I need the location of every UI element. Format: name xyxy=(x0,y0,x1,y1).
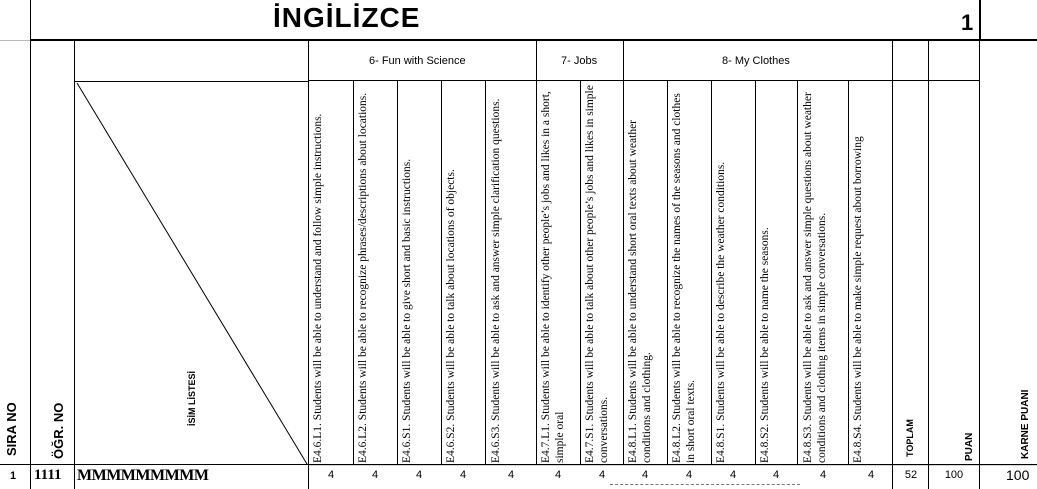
student-name-cell[interactable] xyxy=(74,464,309,489)
objective-header-7[interactable] xyxy=(580,80,624,465)
objective-text: E4.7.S1. Students will be able to talk about other people’s jobs and likes in simple conversations. xyxy=(584,85,610,463)
objective-header-13[interactable] xyxy=(848,80,893,465)
objective-text: E4.6.S3. Students will be able to ask and answer simple clarification questions. xyxy=(490,98,502,463)
toplam-header[interactable] xyxy=(892,80,929,465)
table-row[interactable] xyxy=(0,464,31,489)
sira-no-label: SIRA NO xyxy=(4,402,19,456)
toplam-top-cell[interactable] xyxy=(892,40,929,81)
objective-text: E4.6.L2. Students will be able to recognize phrases/descriptions about locations. xyxy=(357,92,369,463)
objective-header-2[interactable] xyxy=(353,80,398,465)
sira-value: 1 xyxy=(10,470,17,482)
objective-header-11[interactable] xyxy=(755,80,798,465)
objective-text: E4.8.L2. Students will be able to recognize the names of the seasons and clothes in short oral texts. xyxy=(671,93,697,463)
puan-value[interactable]: 100 xyxy=(944,469,964,481)
unit-header-my-clothes[interactable] xyxy=(623,40,893,81)
objective-header-3[interactable] xyxy=(397,80,442,465)
objective-text: E4.6.L1. Students will be able to understand and follow simple instructions. xyxy=(312,113,324,463)
objective-header-1[interactable] xyxy=(308,80,354,465)
objective-header-8[interactable] xyxy=(623,80,668,465)
objective-text: E4.8.S4. Students will be able to make simple request about borrowing xyxy=(852,136,864,463)
objective-text: E4.8.S3. Students will be able to ask and answer simple questions about weather conditions and clothing items in simple conversations. xyxy=(802,92,828,463)
page-break-line xyxy=(610,484,800,485)
toplam-value[interactable]: 52 xyxy=(904,469,918,481)
sira-no-header[interactable] xyxy=(0,40,31,465)
karne-value[interactable]: 100 xyxy=(1006,467,1030,483)
objective-header-4[interactable] xyxy=(441,80,486,465)
page-number: 1 xyxy=(961,10,974,35)
score-cell[interactable]: 4 xyxy=(327,469,335,481)
ogr-no-header[interactable] xyxy=(30,40,75,465)
score-cell[interactable]: 4 xyxy=(819,469,827,481)
objective-header-5[interactable] xyxy=(485,80,537,465)
objective-header-12[interactable] xyxy=(797,80,849,465)
karne-puani-header[interactable] xyxy=(979,40,1037,465)
puan-top-cell[interactable] xyxy=(928,40,980,81)
toplam-label: TOPLAM xyxy=(905,419,915,457)
score-cell[interactable]: 4 xyxy=(867,469,875,481)
score-cell[interactable]: 4 xyxy=(598,469,606,481)
puan-header[interactable] xyxy=(928,80,980,465)
objective-header-6[interactable] xyxy=(536,80,581,465)
unit-label: 8- My Clothes xyxy=(722,55,790,67)
score-cell[interactable]: 4 xyxy=(459,469,467,481)
puan-label: PUAN xyxy=(964,432,975,461)
objective-text: E4.8.S1. Students will be able to describe the weather conditions. xyxy=(715,161,727,463)
unit-label: 6- Fun with Science xyxy=(369,55,466,67)
objective-text: E4.6.S2. Students will be able to talk about locations of objects. xyxy=(445,169,457,463)
score-cell[interactable]: 4 xyxy=(729,469,737,481)
score-cell[interactable]: 4 xyxy=(772,469,780,481)
title-cell[interactable] xyxy=(30,0,980,40)
title-extra-cell[interactable] xyxy=(980,0,1037,40)
ogr-no-label: ÖĞR. NO xyxy=(51,402,66,459)
score-cell[interactable]: 4 xyxy=(685,469,693,481)
ogr-no-value: 1111 xyxy=(34,467,62,483)
karne-puani-label: KARNE PUANI xyxy=(1020,389,1031,459)
objective-text: E4.6.S1. Students will be able to give short and basic instructions. xyxy=(401,158,413,463)
unit-header-fun-with-science[interactable] xyxy=(308,40,537,81)
score-cell[interactable]: 4 xyxy=(554,469,562,481)
score-cell[interactable]: 4 xyxy=(415,469,423,481)
unit-label: 7- Jobs xyxy=(561,55,598,67)
isim-listesi-header[interactable] xyxy=(74,40,309,465)
score-cell[interactable]: 4 xyxy=(641,469,649,481)
objective-text: E4.8.S2. Students will be able to name the seasons. xyxy=(759,227,771,463)
objective-header-10[interactable] xyxy=(711,80,756,465)
unit-header-jobs[interactable] xyxy=(536,40,624,81)
objective-text: E4.7.L1. Students will be able to identify other people’s jobs and likes in a short, simple oral xyxy=(540,91,566,463)
ogr-no-cell[interactable] xyxy=(30,464,75,489)
score-cell[interactable]: 4 xyxy=(371,469,379,481)
isim-listesi-label: İSİM LİSTESİ xyxy=(187,370,197,426)
student-name: MMMMMMMMM xyxy=(77,467,209,484)
objective-text: E4.8.L1. Students will be able to understand short oral texts about weather conditions and clothing. xyxy=(627,119,653,463)
score-cell[interactable]: 4 xyxy=(507,469,515,481)
sheet-title: İNGİLİZCE xyxy=(273,2,421,33)
objective-header-9[interactable] xyxy=(667,80,712,465)
